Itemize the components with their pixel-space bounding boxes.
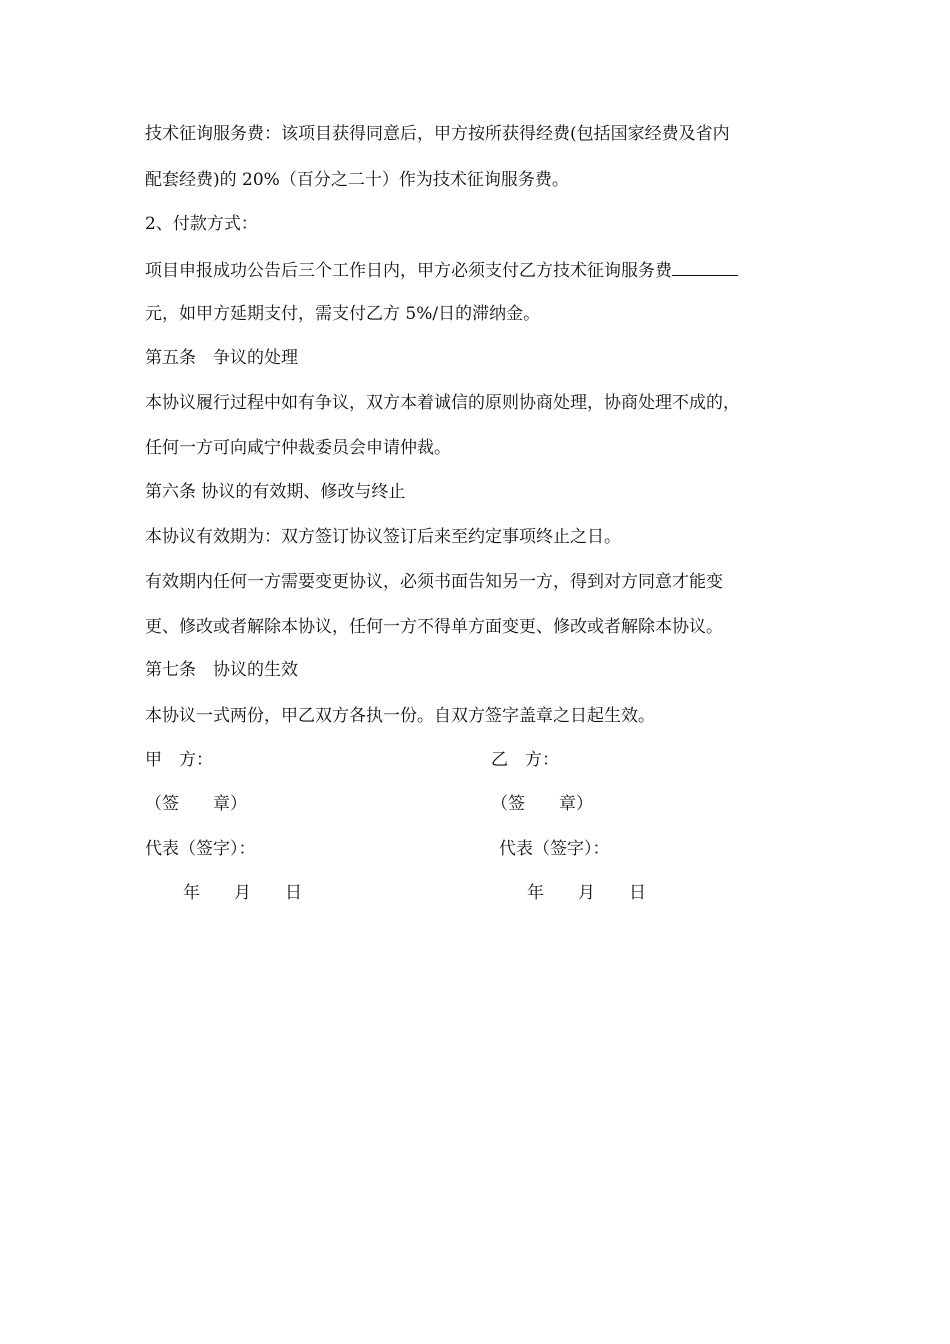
article-seven-heading: 第七条 协议的生效 <box>145 660 298 680</box>
party-b-date: 年 月 日 <box>527 883 646 903</box>
text-line: 有效期内任何一方需要变更协议，必须书面告知另一方，得到对方同意才能变 <box>145 572 723 592</box>
party-a-label: 甲 方： <box>145 750 213 770</box>
article-six-heading: 第六条 协议的有效期、修改与终止 <box>145 482 406 502</box>
party-b-seal: （签 章） <box>491 794 593 814</box>
party-b-representative: 代表（签字）： <box>499 839 610 859</box>
article-five-heading: 第五条 争议的处理 <box>145 348 298 368</box>
fill-in-blank <box>672 257 738 276</box>
text-line: 更、修改或者解除本协议，任何一方不得单方面变更、修改或者解除本协议。 <box>145 617 723 637</box>
text-line: 配套经费)的 20%（百分之二十）作为技术征询服务费。 <box>145 170 569 190</box>
text-line: 任何一方可向咸宁仲裁委员会申请仲裁。 <box>145 438 451 458</box>
text-line: 技术征询服务费：该项目获得同意后，甲方按所获得经费(包括国家经费及省内 <box>145 124 730 144</box>
party-a-date: 年 月 日 <box>183 883 302 903</box>
party-a-seal: （签 章） <box>145 794 247 814</box>
text-segment: 项目申报成功公告后三个工作日内，甲方必须支付乙方技术征询服务费 <box>145 261 672 281</box>
party-a-representative: 代表（签字）： <box>145 839 256 859</box>
text-line <box>145 257 738 283</box>
payment-method-heading: 2、付款方式： <box>145 214 258 234</box>
party-b-label: 乙 方： <box>491 750 559 770</box>
text-line: 本协议履行过程中如有争议，双方本着诚信的原则协商处理，协商处理不成的， <box>145 393 740 413</box>
text-line: 元，如甲方延期支付，需支付乙方 5%/日的滞纳金。 <box>145 304 541 324</box>
text-line: 本协议有效期为：双方签订协议签订后来至约定事项终止之日。 <box>145 527 621 547</box>
text-line: 本协议一式两份，甲乙双方各执一份。自双方签字盖章之日起生效。 <box>145 706 655 726</box>
